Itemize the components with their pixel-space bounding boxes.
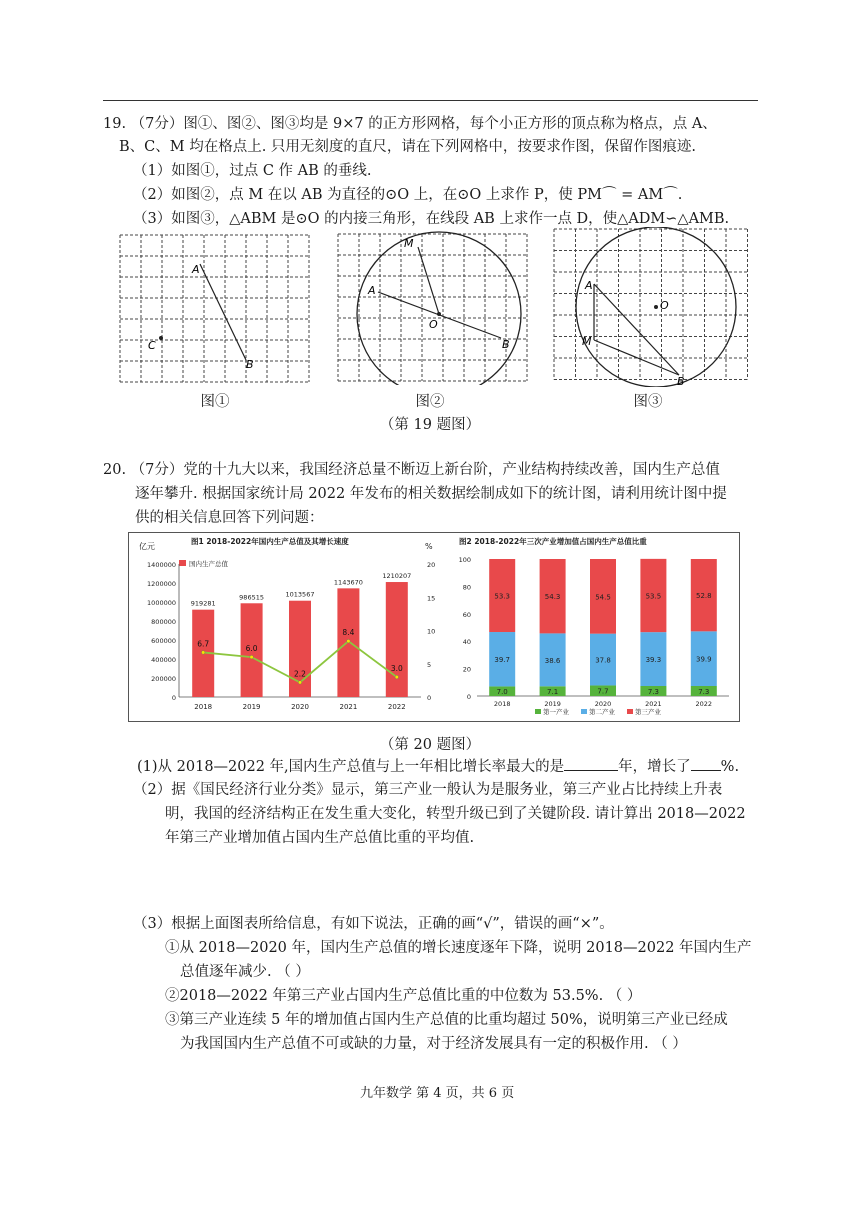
fig1-caption: 图① (200, 394, 230, 410)
y-tick-label: 80 (462, 583, 471, 592)
y-tick-label: 1000000 (147, 599, 176, 607)
growth-rate-label: 6.0 (245, 644, 258, 654)
page-footer: 九年数学 第 4 页，共 6 页 (360, 1086, 515, 1101)
growth-rate-label: 2.2 (294, 669, 306, 679)
industry-share-label: 7.3 (647, 687, 659, 696)
label-c: C (148, 339, 156, 352)
gdp-bar-label: 986515 (239, 593, 265, 602)
legend-label: 国内生产总值 (189, 560, 228, 568)
legend-label: 第三产业 (635, 708, 661, 716)
y-tick-label: 40 (462, 638, 471, 647)
gdp-chart (129, 533, 447, 719)
x-tick-label: 2019 (544, 700, 561, 708)
x-tick-label: 2022 (695, 700, 713, 708)
x-tick-label: 2018 (493, 700, 511, 708)
gdp-bar-label: 1143670 (333, 578, 363, 587)
y2-axis-unit: % (425, 542, 433, 551)
fig2-caption: 图② (415, 394, 445, 410)
growth-rate-point (347, 639, 351, 643)
growth-rate-point (395, 675, 399, 679)
x-tick-label: 2021 (339, 703, 358, 711)
growth-rate-point (201, 651, 205, 655)
q20-line3: 供的相关信息回答下列问题： (135, 510, 324, 526)
gdp-bar-label: 1013567 (285, 590, 315, 599)
label-b: B (246, 358, 254, 371)
legend-swatch (179, 560, 186, 566)
industry-share-label: 37.8 (595, 656, 611, 665)
y2-tick-label: 0 (427, 694, 432, 702)
label-a: A (368, 284, 376, 297)
label-b: B (502, 338, 510, 351)
label-m: M (582, 335, 592, 348)
industry-share-label: 7.3 (698, 687, 710, 696)
x-tick-label: 2022 (387, 703, 406, 711)
growth-rate-label: 8.4 (342, 628, 355, 638)
q19-part1: （1）如图①，过点 C 作 AB 的垂线. (133, 163, 372, 179)
y2-tick-label: 20 (427, 561, 436, 569)
label-o: O (429, 318, 438, 331)
legend-swatch (581, 709, 587, 714)
label-a: A (585, 279, 593, 292)
answer-percent-blank[interactable] (691, 756, 721, 771)
label-b: B (677, 375, 685, 387)
industry-share-chart (447, 533, 737, 719)
statement-1-line1: ①从 2018—2020 年，国内生产总值的增长速度逐年下降，说明 2018—2022 年国内生产 (165, 940, 752, 956)
label-a: A (192, 263, 200, 276)
q19-part2: （2）如图②，点 M 在以 AB 为直径的⊙O 上，在⊙O 上求作 P，使 PM⌒ = AM⌒. (133, 187, 683, 203)
y-tick-label: 0 (466, 693, 471, 701)
industry-share-label: 52.8 (696, 592, 712, 601)
statement-1-line2[interactable]: 总值逐年减少. （ ） (180, 964, 310, 980)
header-rule (103, 100, 758, 101)
y-tick-label: 1200000 (147, 580, 176, 588)
label-m: M (404, 237, 414, 250)
industry-share-label: 39.3 (645, 656, 662, 665)
y2-tick-label: 5 (427, 660, 432, 669)
q20-part1 (137, 756, 739, 777)
industry-share-label: 38.6 (544, 656, 561, 665)
chart2-title: 图2 2018-2022年三次产业增加值占国内生产总值比重 (459, 537, 647, 546)
point-c (159, 336, 163, 340)
x-tick-label: 2020 (594, 700, 612, 708)
grid-figure-1 (118, 233, 318, 383)
legend-swatch (627, 709, 633, 714)
growth-rate-label: 6.7 (197, 639, 210, 649)
y2-tick-label: 10 (427, 627, 436, 636)
industry-share-label: 39.7 (494, 656, 510, 665)
statement-2[interactable]: ②2018—2022 年第三产业占国内生产总值比重的中位数为 53.5%. （ ） (165, 988, 642, 1004)
y-tick-label: 20 (462, 665, 471, 674)
x-tick-label: 2019 (242, 703, 261, 711)
x-tick-label: 2018 (194, 703, 213, 711)
industry-share-label: 7.0 (496, 688, 508, 697)
gdp-bar-label: 919281 (190, 599, 216, 608)
chart1-title: 图1 2018-2022年国内生产总值及其增长速度 (191, 537, 349, 546)
legend-swatch (535, 709, 541, 714)
segment-ab (594, 284, 679, 375)
y-tick-label: 400000 (151, 656, 176, 664)
q20-line1: 20. （7分）党的十九大以来，我国经济总量不断迈上新台阶，产业结构持续改善，国内生产总值 (103, 462, 720, 478)
gdp-bar-label: 1210207 (382, 572, 412, 581)
y-tick-label: 1400000 (147, 561, 176, 569)
growth-rate-point (298, 681, 302, 685)
grid-figure-2 (336, 230, 536, 385)
q20-part2-line1: （2）据《国民经济行业分类》显示，第三产业一般认为是服务业，第三产业占比持续上升表 (133, 782, 723, 798)
q20-part3-header: （3）根据上面图表所给信息，有如下说法，正确的画“√”，错误的画“×”。 (133, 916, 614, 932)
industry-share-label: 53.5 (645, 592, 662, 601)
q20-part1-text: (1)从 2018—2022 年,国内生产总值与上一年相比增长率最大的是 (137, 759, 565, 775)
q19-part3: （3）如图③，△ABM 是⊙O 的内接三角形，在线段 AB 上求作一点 D，使△ADM∽△AMB. (133, 211, 730, 227)
q20-part2-line2: 明，我国的经济结构正在发生重大变化，转型升级已到了关键阶段. 请计算出 2018—2022 (165, 806, 746, 822)
y-tick-label: 100 (458, 556, 471, 564)
fig3-caption: 图③ (633, 394, 663, 410)
q20-part1-text3: %. (720, 759, 740, 775)
y-tick-label: 200000 (151, 675, 176, 683)
y-tick-label: 800000 (151, 618, 176, 626)
q19-header: 19. （7分）图①、图②、图③均是 9×7 的正方形网格，每个小正方形的顶点称为格点，点 A、 (103, 116, 717, 132)
answer-year-blank[interactable] (564, 756, 618, 771)
label-o: O (660, 299, 669, 312)
legend-label: 第二产业 (589, 708, 615, 716)
x-tick-label: 2021 (645, 700, 662, 708)
statement-3-line1: ③第三产业连续 5 年的增加值占国内生产总值的比重均超过 50%，说明第三产业已经成 (165, 1012, 728, 1028)
growth-rate-label: 3.0 (390, 664, 403, 674)
point-o (437, 312, 441, 316)
q20-figure-caption: （第 20 题图） (379, 737, 481, 753)
industry-share-label: 53.3 (494, 592, 510, 601)
y2-tick-label: 15 (427, 594, 436, 603)
grid-figure-3 (552, 227, 752, 387)
segment-mo (418, 247, 439, 314)
industry-share-label: 7.7 (597, 687, 609, 696)
industry-share-label: 54.3 (544, 593, 561, 602)
y-tick-label: 60 (462, 610, 471, 619)
q20-part1-text2: 年，增长了 (618, 759, 691, 775)
segment-ab (200, 264, 246, 360)
q20-line2: 逐年攀升. 根据国家统计局 2022 年发布的相关数据绘制成如下的统计图，请利用统计图中提 (135, 486, 727, 502)
y-tick-label: 600000 (151, 637, 176, 645)
industry-share-label: 7.1 (547, 688, 559, 697)
legend-label: 第一产业 (543, 708, 569, 716)
q20-part2-line3: 年第三产业增加值占国内生产总值比重的平均值. (165, 830, 475, 846)
y-tick-label: 0 (171, 694, 176, 702)
industry-share-label: 54.5 (595, 593, 611, 602)
y-axis-unit: 亿元 (139, 542, 155, 551)
q19-figure-caption: （第 19 题图） (379, 417, 481, 433)
growth-rate-point (250, 655, 254, 659)
gdp-bar (386, 582, 408, 697)
industry-share-label: 39.9 (696, 655, 712, 664)
chart-frame (128, 532, 740, 722)
point-o (654, 305, 658, 309)
x-tick-label: 2020 (291, 703, 309, 711)
q19-line2: B、C、M 均在格点上. 只用无刻度的直尺，请在下列网格中，按要求作图，保留作图痕迹. (119, 139, 697, 155)
statement-3-line2[interactable]: 为我国国内生产总值不可或缺的力量，对于经济发展具有一定的积极作用. （ ） (180, 1036, 687, 1052)
